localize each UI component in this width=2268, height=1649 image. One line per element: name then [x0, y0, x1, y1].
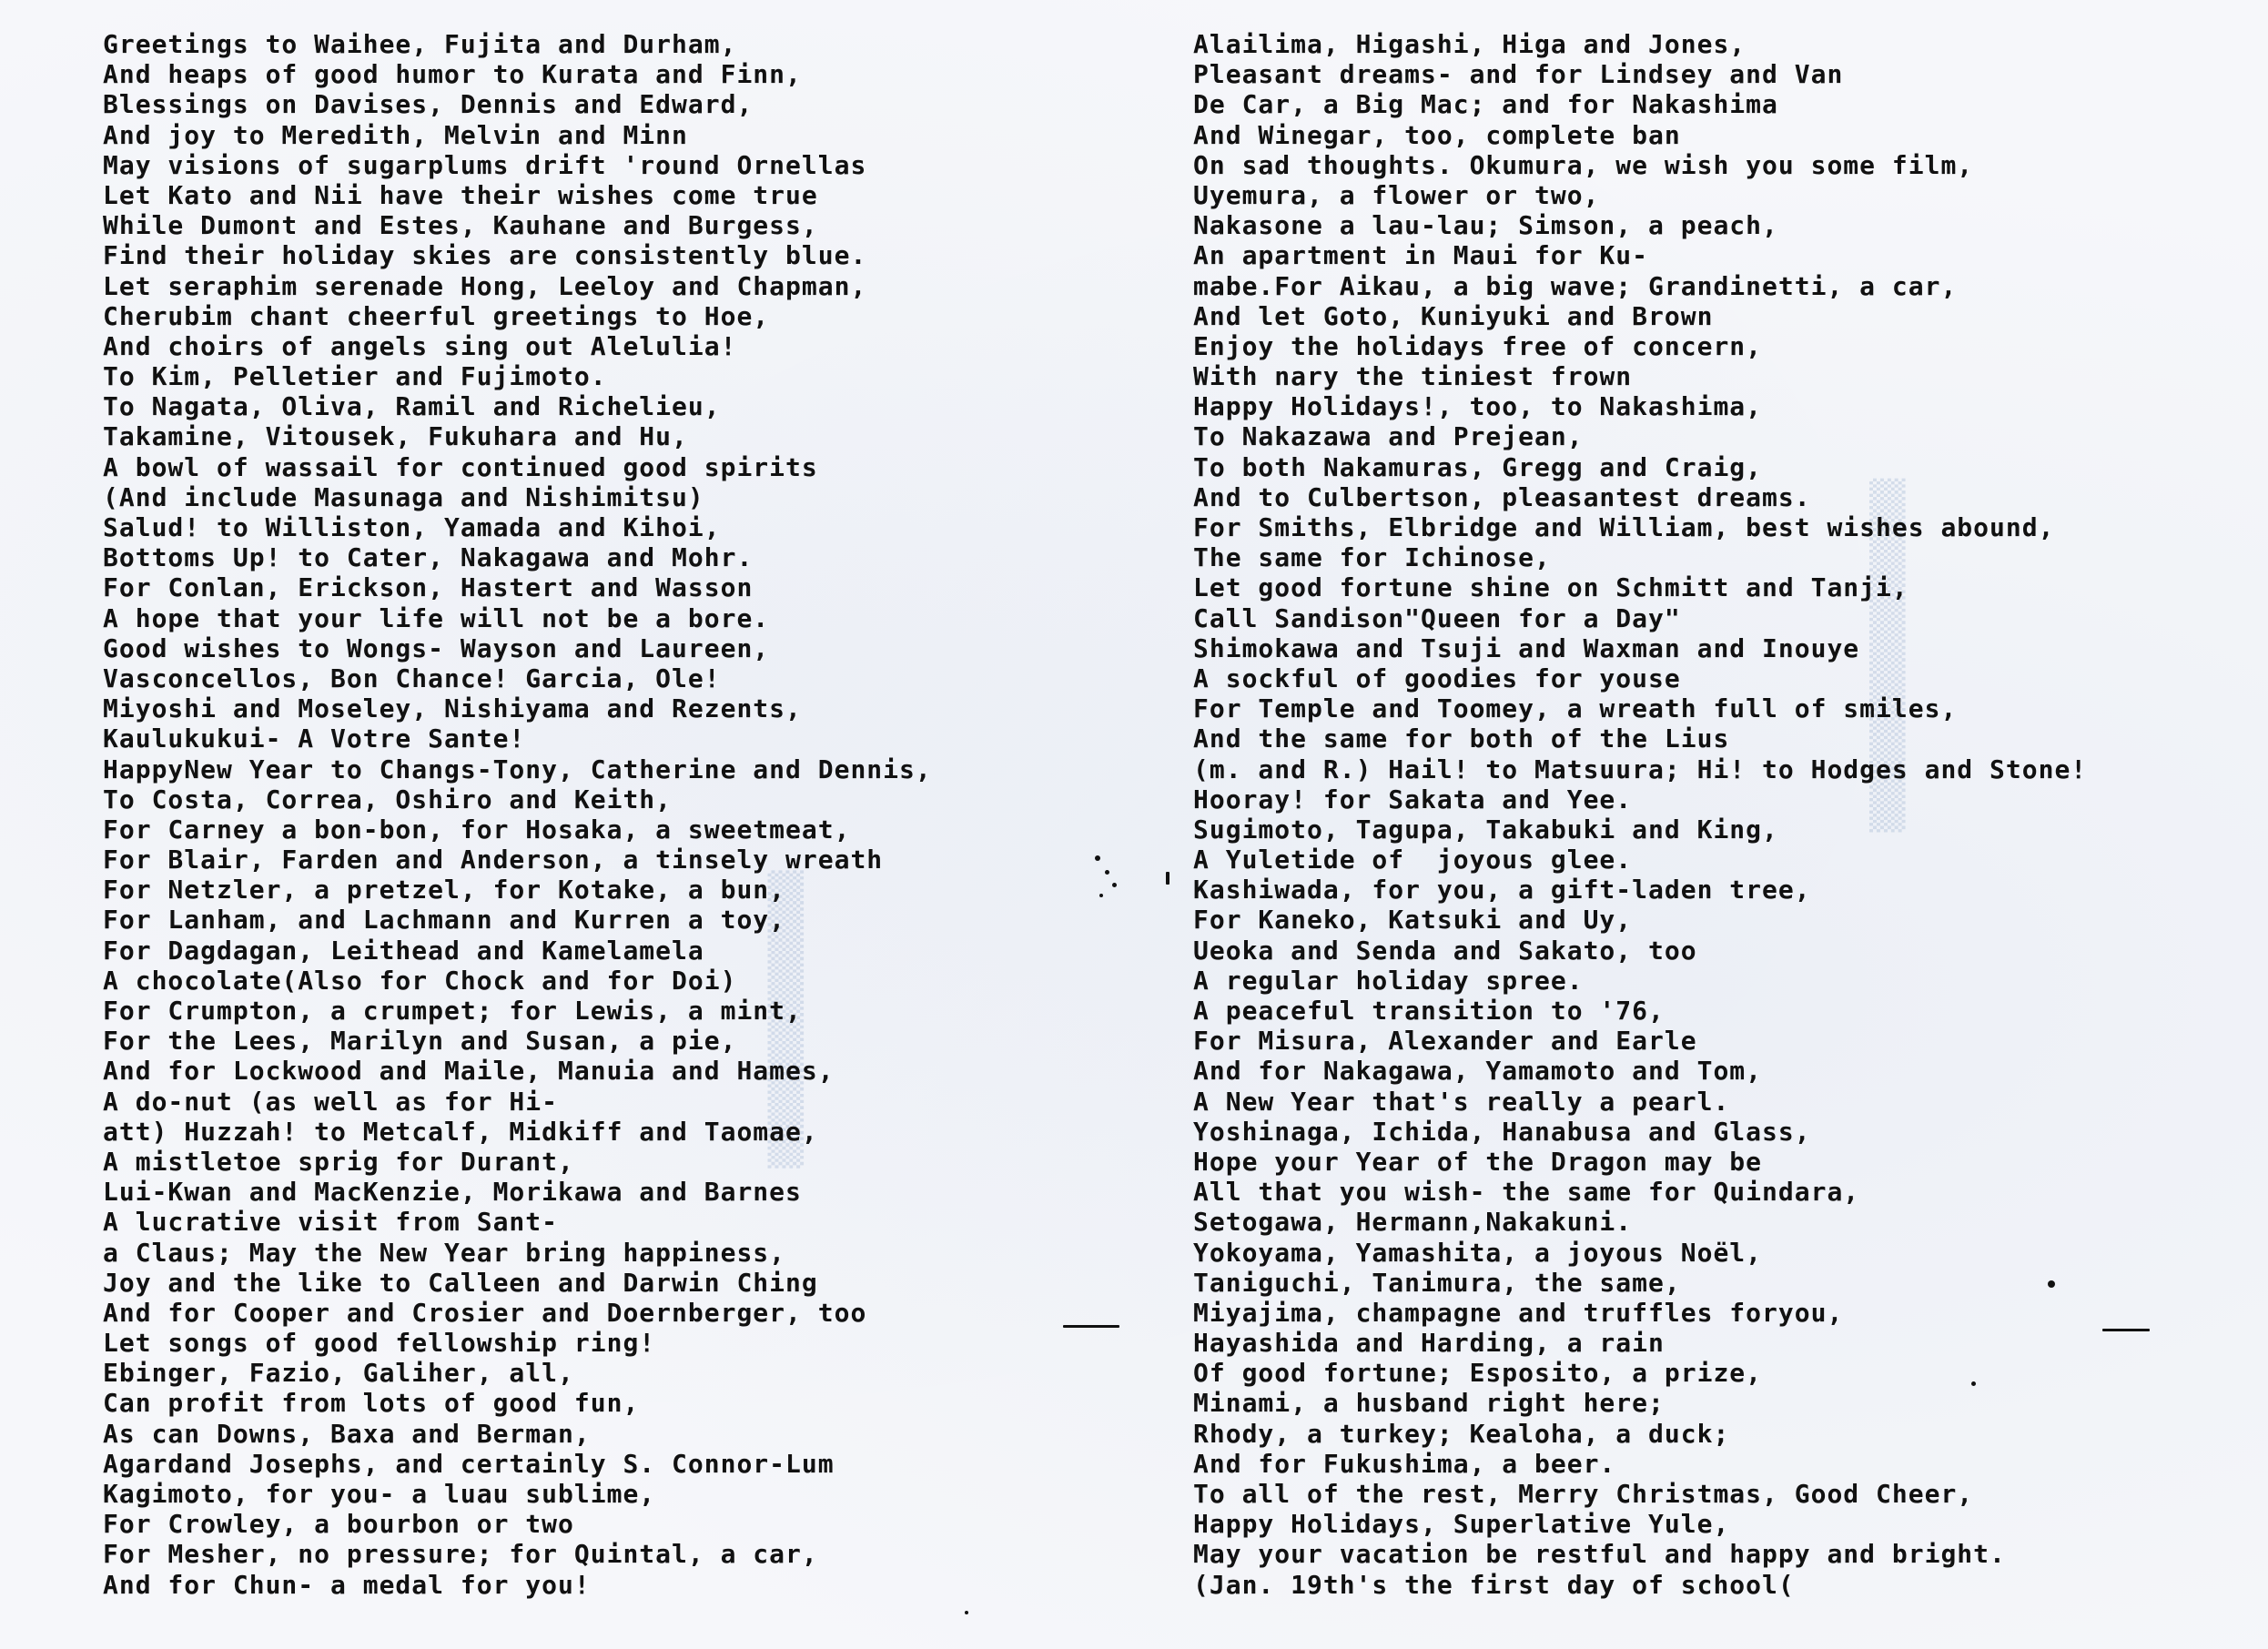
- poem-line: For Conlan, Erickson, Hastert and Wasson: [103, 572, 754, 603]
- poem-line: Vasconcellos, Bon Chance! Garcia, Ole!: [103, 663, 721, 693]
- poem-line: May your vacation be restful and happy and bright.: [1193, 1539, 2006, 1570]
- poem-line: To Nakazawa and Prejean,: [1193, 421, 1584, 452]
- poem-line: All that you wish- the same for Quindara,: [1193, 1177, 1860, 1208]
- poem-line: Let good fortune shine on Schmitt and Tanji,: [1193, 572, 1909, 603]
- poem-line: mabe.For Aikau, a big wave; Grandinetti, a car,: [1193, 270, 1958, 301]
- poem-line: On sad thoughts. Okumura, we wish you some film,: [1193, 149, 1974, 180]
- poem-line: And for Chun- a medal for you!: [103, 1569, 591, 1600]
- poem-line: Minami, a husband right here;: [1193, 1388, 1665, 1419]
- poem-line: Can profit from lots of good fun,: [103, 1388, 640, 1419]
- poem-line: Miyajima, champagne and truffles foryou,: [1193, 1297, 1844, 1328]
- poem-line: To all of the rest, Merry Christmas, Good Cheer,: [1193, 1479, 1974, 1509]
- poem-line: Ueoka and Senda and Sakato, too: [1193, 935, 1697, 966]
- poem-line: Happy Holidays, Superlative Yule,: [1193, 1509, 1730, 1540]
- scan-speck: [1099, 894, 1103, 897]
- poem-line: And for Cooper and Crosier and Doernberger, too: [103, 1297, 867, 1328]
- poem-line: HappyNew Year to Changs-Tony, Catherine and Dennis,: [103, 754, 932, 784]
- poem-line: A sockful of goodies for youse: [1193, 663, 1681, 693]
- poem-line: Hayashida and Harding, a rain: [1193, 1328, 1665, 1359]
- poem-line: A do-nut (as well as for Hi-: [103, 1086, 559, 1117]
- poem-line: Kashiwada, for you, a gift-laden tree,: [1193, 875, 1811, 905]
- poem-line: De Car, a Big Mac; and for Nakashima: [1193, 89, 1778, 120]
- poem-line: A regular holiday spree.: [1193, 965, 1584, 996]
- poem-line: Happy Holidays!, too, to Nakashima,: [1193, 391, 1763, 422]
- scan-speck: [1166, 872, 1169, 885]
- poem-line: A New Year that's really a pearl.: [1193, 1086, 1730, 1117]
- scan-speck: [1095, 855, 1100, 861]
- poem-line: To Nagata, Oliva, Ramil and Richelieu,: [103, 391, 721, 422]
- poem-line: Agardand Josephs, and certainly S. Connor-Lum: [103, 1448, 835, 1479]
- poem-line: For Lanham, and Lachmann and Kurren a toy,: [103, 905, 786, 936]
- poem-line: To Kim, Pelletier and Fujimoto.: [103, 361, 607, 392]
- scan-speck: [2102, 1329, 2150, 1331]
- poem-line: Enjoy the holidays free of concern,: [1193, 330, 1763, 361]
- poem-line: For Netzler, a pretzel, for Kotake, a bun,: [103, 875, 786, 905]
- poem-line: Blessings on Davises, Dennis and Edward,: [103, 89, 754, 120]
- poem-line: Let seraphim serenade Hong, Leeloy and Chapman,: [103, 270, 867, 301]
- poem-line: Joy and the like to Calleen and Darwin Ching: [103, 1267, 818, 1298]
- poem-line: A mistletoe sprig for Durant,: [103, 1146, 574, 1177]
- poem-line: And for Lockwood and Maile, Manuia and Hames,: [103, 1056, 835, 1087]
- poem-line: An apartment in Maui for Ku-: [1193, 240, 1649, 271]
- poem-line: Kaulukukui- A Votre Sante!: [103, 723, 526, 754]
- poem-line: For the Lees, Marilyn and Susan, a pie,: [103, 1026, 737, 1057]
- poem-line: For Smiths, Elbridge and William, best wishes abound,: [1193, 512, 2055, 542]
- poem-line: For Crumpton, a crumpet; for Lewis, a mint,: [103, 996, 802, 1026]
- poem-line: Yokoyama, Yamashita, a joyous Noël,: [1193, 1237, 1763, 1268]
- poem-line: And heaps of good humor to Kurata and Finn,: [103, 59, 802, 90]
- bleed-through-texture: ▒▒▒▒▒▒▒▒▒▒▒▒▒▒▒▒: [767, 870, 805, 1168]
- poem-line: (Jan. 19th's the first day of school(: [1193, 1569, 1795, 1600]
- poem-line: Salud! to Williston, Yamada and Kihoi,: [103, 512, 721, 542]
- poem-line: For Dagdagan, Leithead and Kamelamela: [103, 935, 704, 966]
- poem-line: For Carney a bon-bon, for Hosaka, a sweetmeat,: [103, 814, 851, 845]
- poem-line: A bowl of wassail for continued good spirits: [103, 451, 818, 482]
- poem-line: A hope that your life will not be a bore.: [103, 602, 770, 633]
- poem-line: Rhody, a turkey; Kealoha, a duck;: [1193, 1418, 1730, 1449]
- poem-line: Hope your Year of the Dragon may be: [1193, 1146, 1763, 1177]
- poem-line: Kagimoto, for you- a luau sublime,: [103, 1479, 656, 1509]
- poem-line: Shimokawa and Tsuji and Waxman and Inouye: [1193, 632, 1860, 663]
- bleed-through-texture: ▒▒▒▒▒▒▒▒▒▒▒▒▒▒▒▒▒▒▒: [1869, 478, 1907, 833]
- poem-line: Taniguchi, Tanimura, the same,: [1193, 1267, 1681, 1298]
- poem-line: Lui-Kwan and MacKenzie, Morikawa and Barnes: [103, 1177, 802, 1208]
- poem-line: A peaceful transition to '76,: [1193, 996, 1665, 1026]
- poem-line: Cherubim chant cheerful greetings to Hoe,: [103, 300, 770, 331]
- poem-line: (And include Masunaga and Nishimitsu): [103, 481, 704, 512]
- scan-speck: [1105, 870, 1109, 875]
- poem-line: For Misura, Alexander and Earle: [1193, 1026, 1697, 1057]
- scan-speck: [1063, 1325, 1119, 1328]
- poem-line: Takamine, Vitousek, Fukuhara and Hu,: [103, 421, 688, 452]
- poem-line: Miyoshi and Moseley, Nishiyama and Rezents,: [103, 693, 802, 724]
- poem-line: Find their holiday skies are consistently blue.: [103, 240, 867, 271]
- poem-line: For Mesher, no pressure; for Quintal, a car,: [103, 1539, 818, 1570]
- poem-line: att) Huzzah! to Metcalf, Midkiff and Taomae,: [103, 1116, 818, 1147]
- poem-line: Alailima, Higashi, Higa and Jones,: [1193, 29, 1747, 59]
- poem-line: A Yuletide of joyous glee.: [1193, 845, 1633, 875]
- poem-line: Pleasant dreams- and for Lindsey and Van: [1193, 59, 1844, 90]
- poem-line: a Claus; May the New Year bring happiness,: [103, 1237, 786, 1268]
- scan-speck: [2048, 1280, 2055, 1288]
- scan-speck: [965, 1611, 968, 1614]
- poem-line: Yoshinaga, Ichida, Hanabusa and Glass,: [1193, 1116, 1811, 1147]
- poem-line: Let songs of good fellowship ring!: [103, 1328, 656, 1359]
- poem-line: And choirs of angels sing out Alelulia!: [103, 330, 737, 361]
- poem-line: A chocolate(Also for Chock and for Doi): [103, 965, 737, 996]
- poem-line: Bottoms Up! to Cater, Nakagawa and Mohr.: [103, 542, 754, 573]
- poem-line: And let Goto, Kuniyuki and Brown: [1193, 300, 1714, 331]
- poem-right-column: [1193, 29, 2249, 1600]
- poem-line: Good wishes to Wongs- Wayson and Laureen,: [103, 632, 770, 663]
- poem-line: Nakasone a lau-lau; Simson, a peach,: [1193, 210, 1778, 241]
- poem-line: Greetings to Waihee, Fujita and Durham,: [103, 29, 737, 59]
- poem-line: While Dumont and Estes, Kauhane and Burgess,: [103, 210, 818, 241]
- poem-left-column: [103, 29, 1104, 1600]
- poem-line: With nary the tiniest frown: [1193, 361, 1633, 392]
- poem-line: Of good fortune; Esposito, a prize,: [1193, 1358, 1763, 1389]
- poem-line: Uyemura, a flower or two,: [1193, 179, 1600, 210]
- poem-line: To both Nakamuras, Gregg and Craig,: [1193, 451, 1763, 482]
- poem-line: For Blair, Farden and Anderson, a tinsely wreath: [103, 845, 884, 875]
- poem-line: And Winegar, too, complete ban: [1193, 119, 1681, 150]
- poem-line: And to Culbertson, pleasantest dreams.: [1193, 481, 1811, 512]
- scan-speck: [1112, 883, 1117, 887]
- poem-line: For Crowley, a bourbon or two: [103, 1509, 574, 1540]
- poem-line: For Kaneko, Katsuki and Uy,: [1193, 905, 1633, 936]
- poem-line: Ebinger, Fazio, Galiher, all,: [103, 1358, 574, 1389]
- poem-line: And for Nakagawa, Yamamoto and Tom,: [1193, 1056, 1763, 1087]
- poem-line: May visions of sugarplums drift 'round Ornellas: [103, 149, 867, 180]
- poem-line: Sugimoto, Tagupa, Takabuki and King,: [1193, 814, 1778, 845]
- poem-line: And joy to Meredith, Melvin and Minn: [103, 119, 688, 150]
- poem-line: Let Kato and Nii have their wishes come true: [103, 179, 818, 210]
- poem-line: For Temple and Toomey, a wreath full of smiles,: [1193, 693, 1958, 724]
- poem-line: Call Sandison"Queen for a Day": [1193, 602, 1681, 633]
- poem-line: To Costa, Correa, Oshiro and Keith,: [103, 784, 673, 814]
- poem-line: As can Downs, Baxa and Berman,: [103, 1418, 591, 1449]
- poem-line: Setogawa, Hermann,Nakakuni.: [1193, 1207, 1633, 1238]
- poem-line: A lucrative visit from Sant-: [103, 1207, 559, 1238]
- scan-speck: [1971, 1381, 1976, 1386]
- poem-line: And the same for both of the Lius: [1193, 723, 1730, 754]
- poem-line: Hooray! for Sakata and Yee.: [1193, 784, 1633, 814]
- poem-line: The same for Ichinose,: [1193, 542, 1551, 573]
- poem-line: And for Fukushima, a beer.: [1193, 1448, 1616, 1479]
- poem-line: (m. and R.) Hail! to Matsuura; Hi! to Hodges and Stone!: [1193, 754, 2088, 784]
